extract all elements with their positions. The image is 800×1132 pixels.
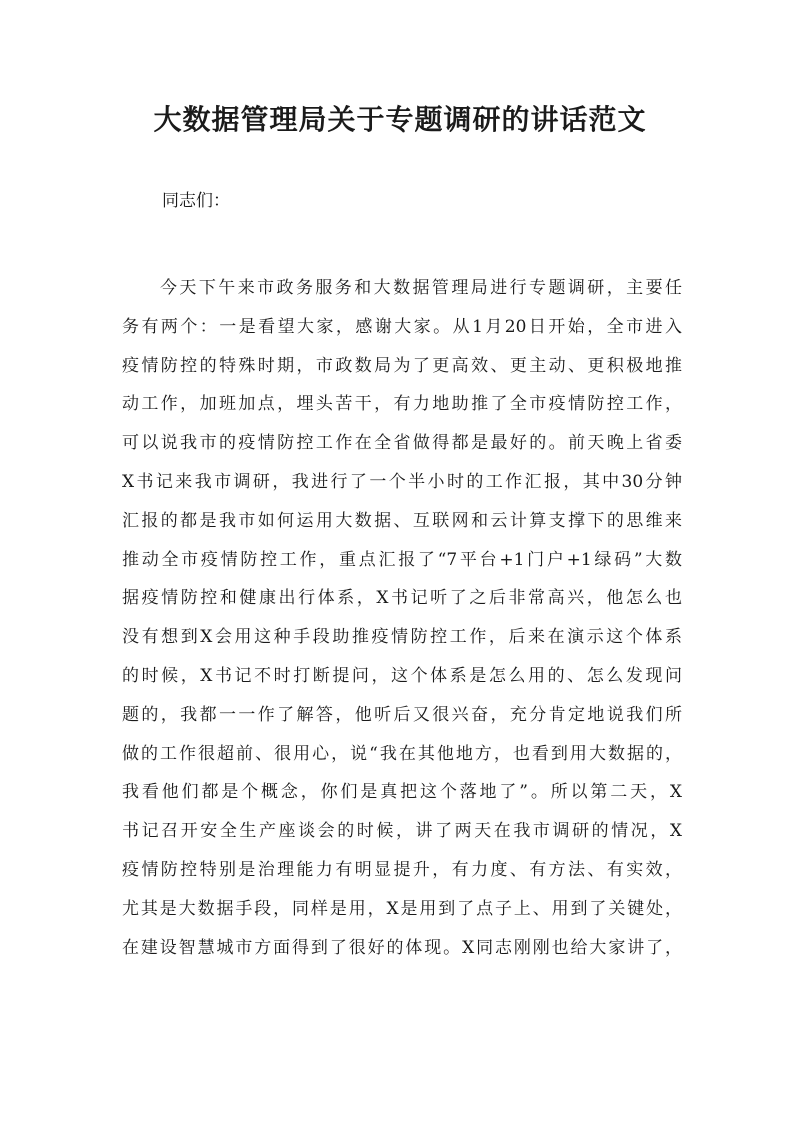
paragraph-line: 疫情防控特别是治理能力有明显提升，有力度、有方法、有实效，: [122, 859, 682, 880]
paragraph-line: 的时候，X书记不时打断提问，这个体系是怎么用的、怎么发现问: [122, 665, 682, 686]
paragraph-line: 动工作，加班加点，埋头苦干，有力地助推了全市疫情防控工作，: [122, 394, 682, 415]
paragraph-line: 今天下午来市政务服务和大数据管理局进行专题调研，主要任: [160, 278, 682, 298]
paragraph-line: 据疫情防控和健康出行体系，X书记听了之后非常高兴，他怎么也: [122, 588, 682, 609]
paragraph-line: 在建设智慧城市方面得到了很好的体现。X同志刚刚也给大家讲了，: [122, 937, 682, 958]
body-paragraph: [122, 269, 682, 967]
paragraph-line: 务有两个：一是看望大家，感谢大家。从1月20日开始，全市进入: [122, 316, 682, 337]
paragraph-line: 没有想到X会用这种手段助推疫情防控工作，后来在演示这个体系: [122, 627, 682, 648]
paragraph-line: 尤其是大数据手段，同样是用，X是用到了点子上、用到了关键处，: [122, 898, 682, 919]
paragraph-line: 推动全市疫情防控工作，重点汇报了“7平台+1门户+1绿码”大数: [122, 549, 682, 570]
paragraph-line: X书记来我市调研，我进行了一个半小时的工作汇报，其中30分钟: [122, 471, 682, 492]
paragraph-line: 我看他们都是个概念，你们是真把这个落地了”。所以第二天，X: [122, 782, 682, 803]
paragraph-line: 汇报的都是我市如何运用大数据、互联网和云计算支撑下的思维来: [122, 510, 682, 531]
paragraph-line: 疫情防控的特殊时期，市政数局为了更高效、更主动、更积极地推: [122, 355, 682, 376]
paragraph-line: 书记召开安全生产座谈会的时候，讲了两天在我市调研的情况，X: [122, 821, 682, 842]
paragraph-line: 可以说我市的疫情防控工作在全省做得都是最好的。前天晚上省委: [122, 433, 682, 454]
paragraph-line: 题的，我都一一作了解答，他听后又很兴奋，充分肯定地说我们所: [122, 704, 682, 725]
document-title: 大数据管理局关于专题调研的讲话范文: [153, 103, 647, 136]
salutation: 同志们：: [162, 191, 230, 211]
paragraph-line: 做的工作很超前、很用心，说“我在其他地方，也看到用大数据的，: [122, 743, 682, 764]
